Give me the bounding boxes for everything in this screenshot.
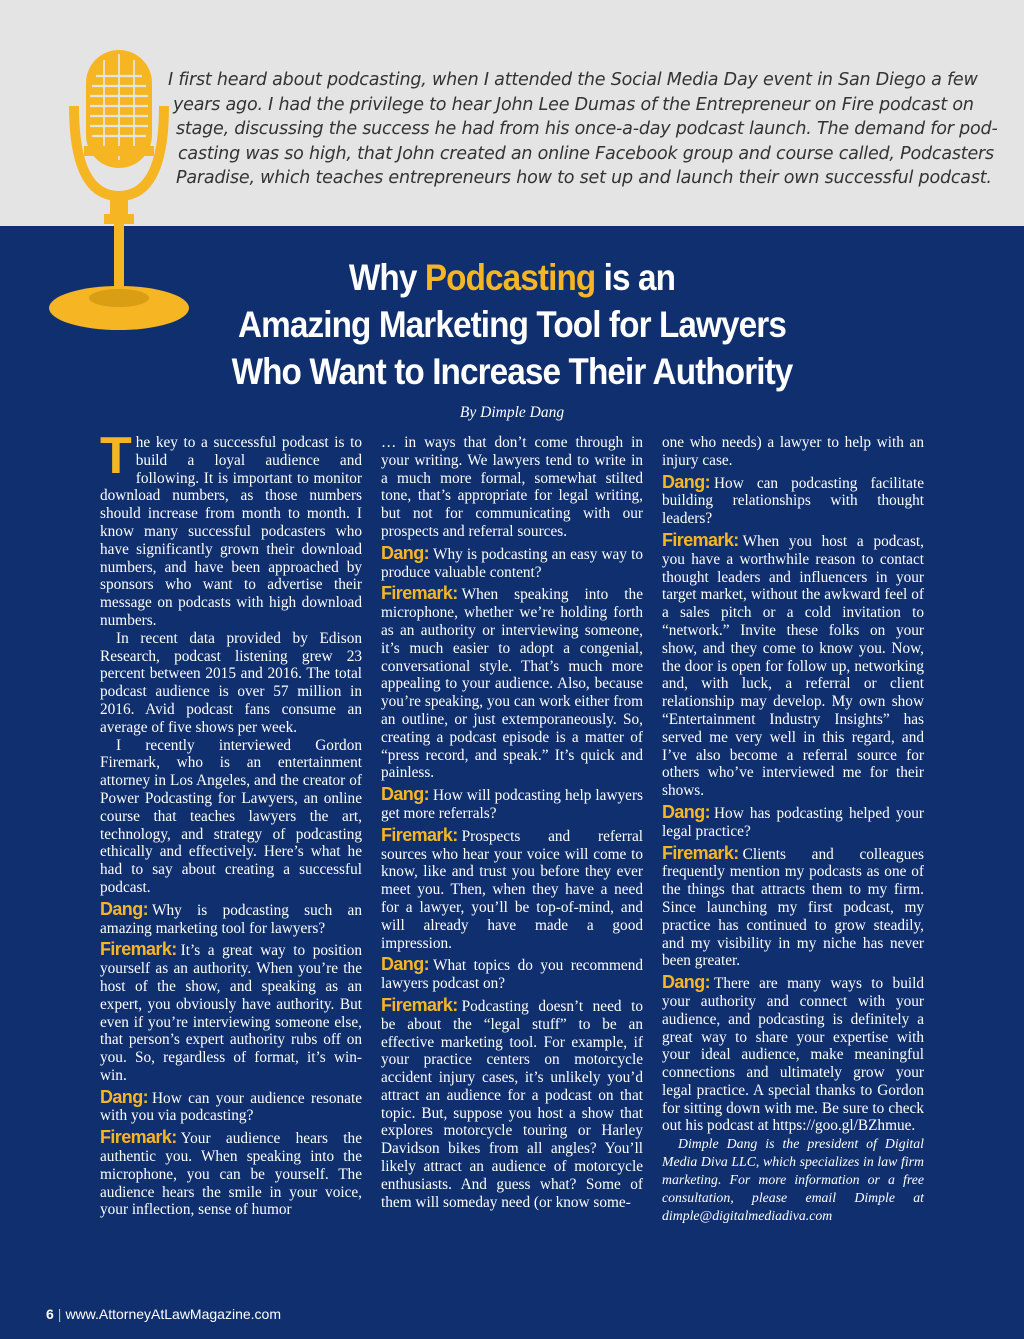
speaker-label: Dang: xyxy=(662,471,710,492)
intro-line: Paradise, which teaches entrepreneurs how to set up and launch their own successful podcast. xyxy=(176,168,992,188)
intro-line: casting was so high, that John created an online Facebook group and course called, Podcasters xyxy=(178,143,994,164)
answer: Firemark: It’s a great way to position yourself as an authority. When you’re the host of the show, and speaking as an expert, you obviously have authority. But even if you’re interviewing someone else, that person’s expert authority rubs off on you. So, regardless of format, it’s win-win. xyxy=(100,939,362,1084)
speaker-label: Dang: xyxy=(100,898,148,919)
speaker-label: Dang: xyxy=(662,972,710,993)
question: Dang: What topics do you recommend lawyers podcast on? xyxy=(381,954,643,993)
speaker-label: Dang: xyxy=(381,542,429,563)
drop-cap: T xyxy=(100,427,132,485)
question: Dang: Why is podcasting such an amazing marketing tool for lawyers? xyxy=(100,898,362,937)
closing: Dang: There are many ways to build your authority and connect with your audience, and podcasting is definitely a great way to share your expertise with your ideal audience, make meaningful connections and ultimately grow your legal practice. A special thanks to Gordon for sitting down with me. Be sure to check out his podcast at https://goo.gl/BZhmue. xyxy=(662,972,924,1135)
answer: Firemark: Clients and colleagues frequently mention my podcasts as one of the things that attracts them to my firm. Since launching my first podcast, my practice has continued to grow steadily, and my visibility in my niche has never been greater. xyxy=(662,842,924,970)
paragraph: In recent data provided by Edison Research, podcast listening grew 23 percent between 2015 and 2016. The total podcast audience is over 57 million in 2016. Avid podcast fans consume an average of five shows per week. xyxy=(100,629,362,736)
footer-separator: | xyxy=(57,1306,62,1322)
paragraph: … in ways that don’t come through in your writing. We lawyers tend to write in a much more formal, somewhat stilted tone, that’s appropriate for legal writing, but not for communicating with our prospects and referral sources. xyxy=(381,434,643,540)
article-column-3 xyxy=(662,434,924,1225)
article-headline xyxy=(213,254,811,395)
intro-line: years ago. I had the privilege to hear John Lee Dumas of the Entrepreneur on Fire podcast on xyxy=(173,94,974,115)
headline-line-1: Why Podcasting is an xyxy=(348,257,676,298)
intro-line: stage, discussing the success he had from his once-a-day podcast launch. The demand for pod- xyxy=(176,119,998,139)
paragraph: I recently interviewed Gordon Firemark, who is an entertainment attorney in Los Angeles, and the creator of Power Podcasting for Lawyers, an online course that teaches lawyers the art, technology, and strategy of podcasting ethically and effectively. Here’s what he had to say about creating a successful podcast. xyxy=(100,736,362,896)
question: Dang: How has podcasting helped your legal practice? xyxy=(662,801,924,840)
page-footer xyxy=(46,1306,281,1322)
speaker-label: Firemark: xyxy=(381,583,458,604)
speaker-label: Dang: xyxy=(100,1086,148,1107)
answer: Firemark: Podcasting doesn’t need to be about the “legal stuff” to be an effective marketing tool. For example, if your practice centers on motorcycle accident injury cases, it’s unlikely you’d attract an audience for a podcast on that topic. But, suppose you host a show that explores motorcycle touring or Harley Davidson bikes from all angles? You’ll likely attract an audience of motorcycle enthusiasts. And guess what? Some of them will someday need (or know some- xyxy=(381,994,643,1211)
speaker-label: Firemark: xyxy=(662,842,739,863)
article-column-2 xyxy=(381,434,643,1211)
question: Dang: How can podcasting facilitate building relationships with thought leaders? xyxy=(662,471,924,528)
author-bio: Dimple Dang is the president of Digital Media Diva LLC, which specializes in law firm marketing. For more information or a free consultation, please email Dimple at dimple@digitalmediadiva.com xyxy=(662,1136,924,1224)
paragraph: one who needs) a lawyer to help with an injury case. xyxy=(662,434,924,469)
speaker-label: Firemark: xyxy=(662,529,739,550)
article-column-1 xyxy=(100,427,362,1219)
speaker-label: Dang: xyxy=(381,784,429,805)
speaker-label: Firemark: xyxy=(381,824,458,845)
paragraph: The key to a successful podcast is to build a loyal audience and following. It is important to monitor download numbers, as those numbers should increase from month to month. I know many successful podcasters who have significantly grown their download numbers, and have been approached by sponsors who want to advertise their message on podcasts with high download numbers. xyxy=(100,427,362,629)
speaker-label: Firemark: xyxy=(100,939,177,960)
question: Dang: Why is podcasting an easy way to produce valuable content? xyxy=(381,542,643,581)
answer: Firemark: Prospects and referral sources who hear your voice will come to know, like and trust you before they ever meet you. Then, when they have a need for a lawyer, you’ll be top-of-mind, and will already have made a good impression. xyxy=(381,824,643,952)
headline-accent: Podcasting xyxy=(424,257,596,298)
question: Dang: How can your audience resonate with you via podcasting? xyxy=(100,1086,362,1125)
headline-line-3: Who Want to Increase Their Authority xyxy=(231,351,793,392)
speaker-label: Firemark: xyxy=(381,994,458,1015)
answer: Firemark: Your audience hears the authentic you. When speaking into the microphone, you can be yourself. The audience hears the smile in your voice, your inflection, sense of humor xyxy=(100,1127,362,1219)
speaker-label: Dang: xyxy=(381,954,429,975)
footer-site-link[interactable]: www.AttorneyAtLawMagazine.com xyxy=(65,1306,281,1322)
answer: Firemark: When speaking into the microphone, whether we’re holding forth as an authority or interviewing someone, it’s much easier to adopt a congenial, conversational style. That’s much more appealing to your audience. Also, because you’re speaking, you can work either from an outline, or just extemporaneously. So, creating a podcast episode is a matter of “press record, and speak.” It’s quick and painless. xyxy=(381,583,643,782)
intro-line: I first heard about podcasting, when I attended the Social Media Day event in San Diego a few xyxy=(168,70,978,90)
speaker-label: Dang: xyxy=(662,801,710,822)
speaker-label: Firemark: xyxy=(100,1127,177,1148)
page-number: 6 xyxy=(46,1306,54,1322)
headline-line-2: Amazing Marketing Tool for Lawyers xyxy=(238,304,786,345)
answer: Firemark: When you host a podcast, you have a worthwhile reason to contact thought leaders and influencers in your target market, without the awkward feel of a sales pitch or a cold invitation to “network.” Invite these folks on your show, and they come to know you. Now, the door is open for follow up, networking and, with luck, a referral or client relationship may develop. My own show “Entertainment Industry Insights” has served me very well in this regard, and I’ve also become a referral source for others who’ve interviewed me for their shows. xyxy=(662,529,924,800)
intro-quote xyxy=(168,68,998,191)
byline: By Dimple Dang xyxy=(459,404,565,421)
question: Dang: How will podcasting help lawyers get more referrals? xyxy=(381,784,643,822)
